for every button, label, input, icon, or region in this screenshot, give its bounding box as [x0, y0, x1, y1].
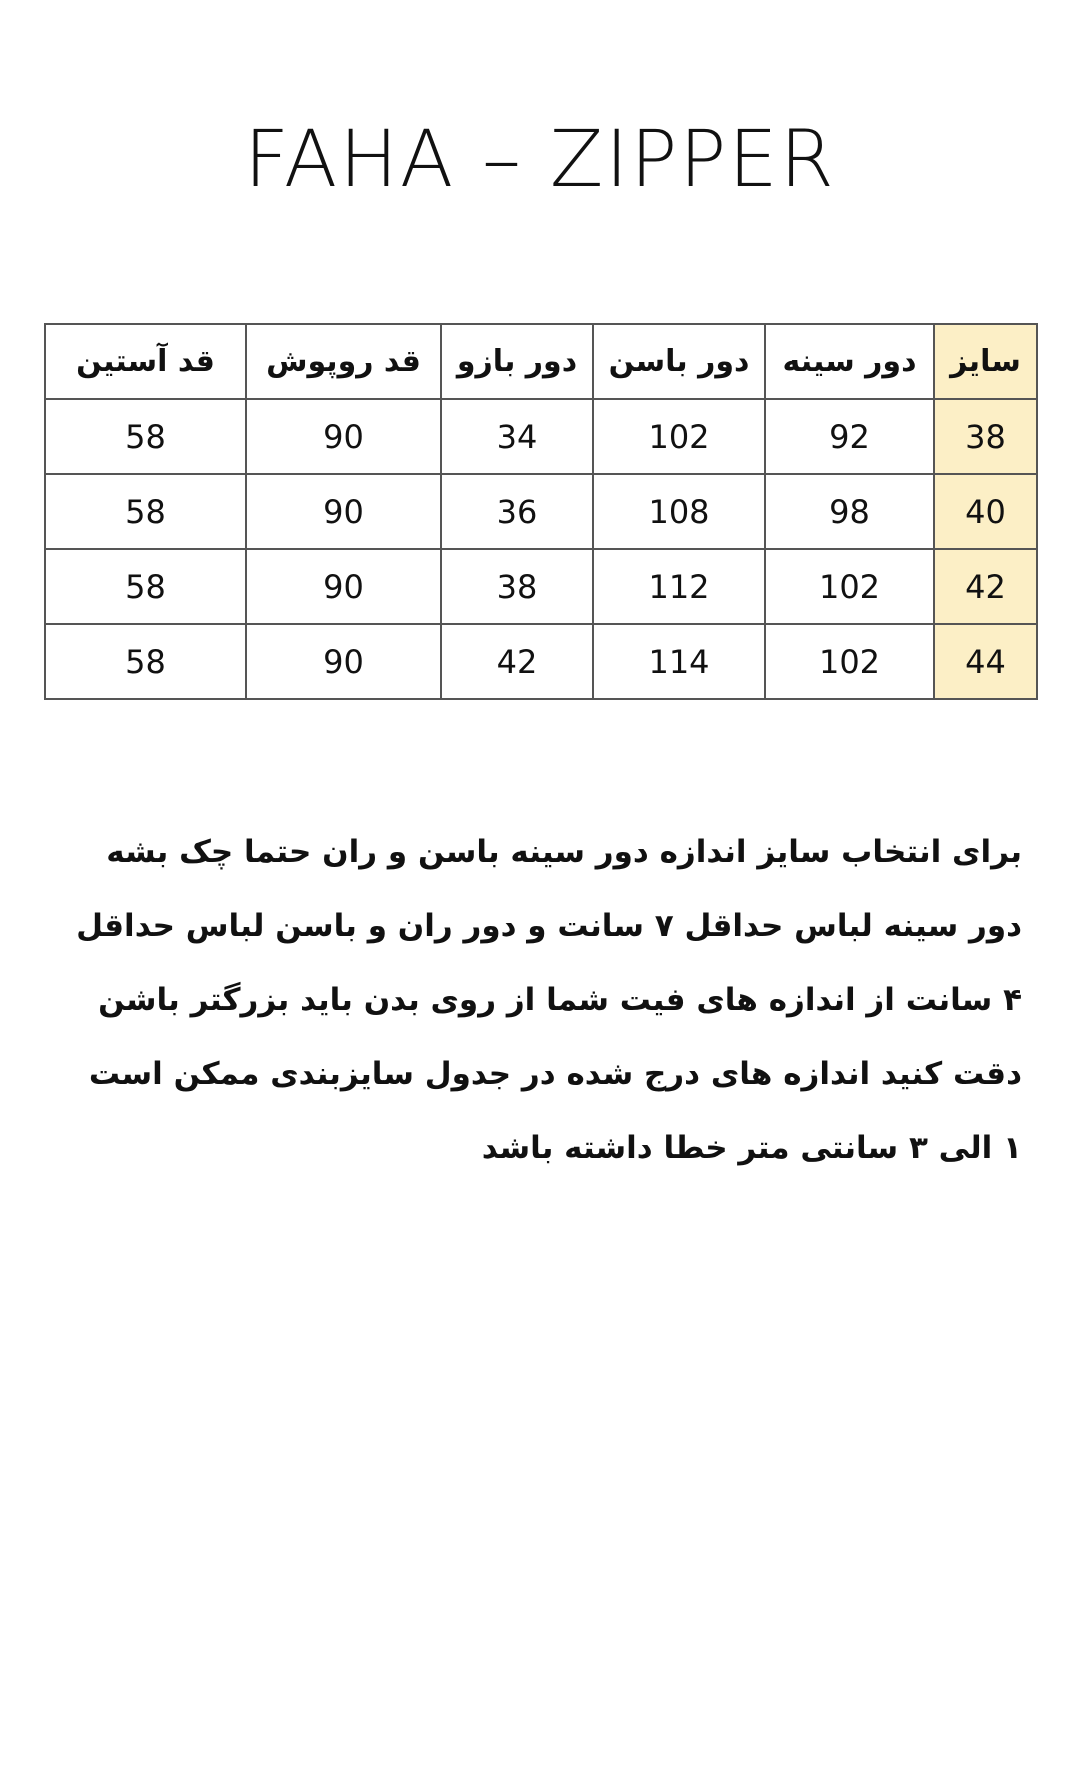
cell-hip: 114 — [593, 624, 765, 699]
cell-hip: 102 — [593, 399, 765, 474]
cell-hip: 112 — [593, 549, 765, 624]
cell-sleeve-length: 58 — [45, 399, 246, 474]
cell-sleeve-length: 58 — [45, 624, 246, 699]
cell-coat-length: 90 — [246, 399, 441, 474]
page-title: FAHA – ZIPPER — [244, 115, 836, 205]
cell-arm: 38 — [441, 549, 593, 624]
cell-chest: 98 — [765, 474, 934, 549]
sizing-notes — [42, 815, 1022, 1185]
table-row — [45, 624, 1037, 699]
table-row — [45, 399, 1037, 474]
header-size: سایز — [934, 324, 1037, 399]
table-row — [45, 549, 1037, 624]
cell-arm: 42 — [441, 624, 593, 699]
cell-size: 40 — [934, 474, 1037, 549]
cell-coat-length: 90 — [246, 549, 441, 624]
header-arm: دور بازو — [441, 324, 593, 399]
cell-arm: 34 — [441, 399, 593, 474]
note-line: برای انتخاب سایز اندازه دور سینه باسن و ران حتما چک بشه — [106, 834, 1022, 870]
table-row — [45, 474, 1037, 549]
header-hip: دور باسن — [593, 324, 765, 399]
cell-sleeve-length: 58 — [45, 549, 246, 624]
cell-chest: 102 — [765, 549, 934, 624]
note-line: دور سینه لباس حداقل ۷ سانت و دور ران و باسن لباس حداقل — [76, 908, 1022, 944]
note-line: دقت کنید اندازه های درج شده در جدول سایزبندی ممکن است — [88, 1056, 1022, 1092]
cell-arm: 36 — [441, 474, 593, 549]
cell-coat-length: 90 — [246, 474, 441, 549]
header-chest: دور سینه — [765, 324, 934, 399]
header-coat-length: قد روپوش — [246, 324, 441, 399]
header-sleeve-length: قد آستین — [45, 324, 246, 399]
cell-coat-length: 90 — [246, 624, 441, 699]
cell-size: 38 — [934, 399, 1037, 474]
note-line: ۴ سانت از اندازه های فیت شما از روی بدن باید بزرگتر باشن — [98, 982, 1022, 1018]
cell-chest: 102 — [765, 624, 934, 699]
table-header-row — [45, 324, 1037, 399]
cell-chest: 92 — [765, 399, 934, 474]
cell-hip: 108 — [593, 474, 765, 549]
cell-size: 42 — [934, 549, 1037, 624]
cell-sleeve-length: 58 — [45, 474, 246, 549]
size-chart-table — [44, 323, 1038, 700]
note-line: ۱ الی ۳ سانتی متر خطا داشته باشد — [481, 1130, 1022, 1166]
cell-size: 44 — [934, 624, 1037, 699]
